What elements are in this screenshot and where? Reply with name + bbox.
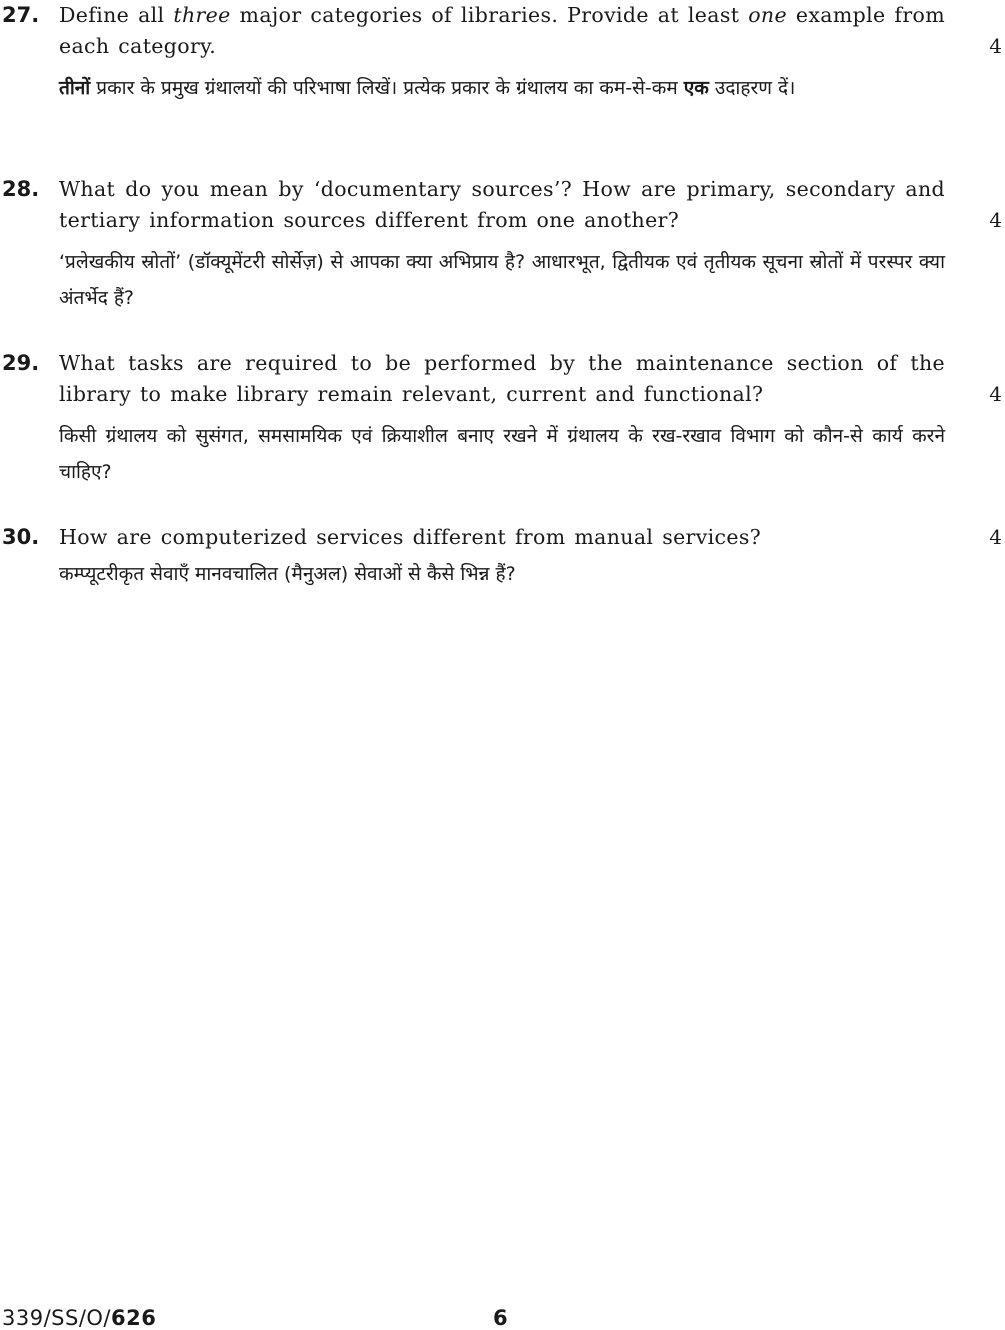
question-text-english: What tasks are required to be performed by the maintenance section of the library to make library remain relevant, current and functional? bbox=[59, 351, 945, 406]
question-text-english: Define all three major categories of libraries. Provide at least one example from each category. bbox=[59, 3, 945, 58]
question-marks: 4 bbox=[989, 382, 1002, 406]
question-text-english: What do you mean by ‘documentary sources’? How are primary, secondary and tertiary information sources different from one another? bbox=[59, 177, 945, 232]
question-text-hindi: ‘प्रलेखकीय स्रोतों’ (डॉक्यूमेंटरी सोर्सेज़) से आपका क्या अभिप्राय है? आधारभूत, द्वितीयक एवं तृतीयक सूचना स्रोतों में परस्पर क्या अंतर्भेद हैं? bbox=[59, 251, 945, 309]
question-number: 30. bbox=[2, 525, 40, 549]
question-text-hindi: कम्प्यूटरीकृत सेवाएँ मानवचालित (मैनुअल) सेवाओं से कैसे भिन्न हैं? bbox=[59, 563, 516, 585]
emphasis-ek: एक bbox=[683, 77, 709, 99]
page-number: 6 bbox=[493, 1306, 508, 1330]
question-body bbox=[59, 348, 945, 490]
question-body bbox=[59, 174, 945, 316]
question-text-hindi: तीनों प्रकार के प्रमुख ग्रंथालयों की परिभाषा लिखें। प्रत्येक प्रकार के ग्रंथालय का कम-से-कम एक उदाहरण दें। bbox=[59, 77, 796, 99]
question-marks: 4 bbox=[989, 34, 1002, 58]
question-text-english: How are computerized services different from manual services? bbox=[59, 525, 762, 549]
question-text-hindi: किसी ग्रंथालय को सुसंगत, समसामयिक एवं क्रियाशील बनाए रखने में ग्रंथालय के रख-रखाव विभाग को कौन-से कार्य करने चाहिए? bbox=[59, 425, 945, 483]
emphasis-three: three bbox=[173, 3, 231, 27]
emphasis-teeno: तीनों bbox=[59, 77, 91, 99]
question-marks: 4 bbox=[989, 525, 1002, 549]
question-body bbox=[59, 0, 945, 106]
question-number: 28. bbox=[2, 177, 40, 201]
question-number: 29. bbox=[2, 351, 40, 375]
question-body bbox=[59, 522, 945, 592]
paper-code: 339/SS/O/626 bbox=[2, 1306, 157, 1330]
emphasis-one: one bbox=[748, 3, 787, 27]
question-number: 27. bbox=[2, 3, 40, 27]
question-marks: 4 bbox=[989, 208, 1002, 232]
